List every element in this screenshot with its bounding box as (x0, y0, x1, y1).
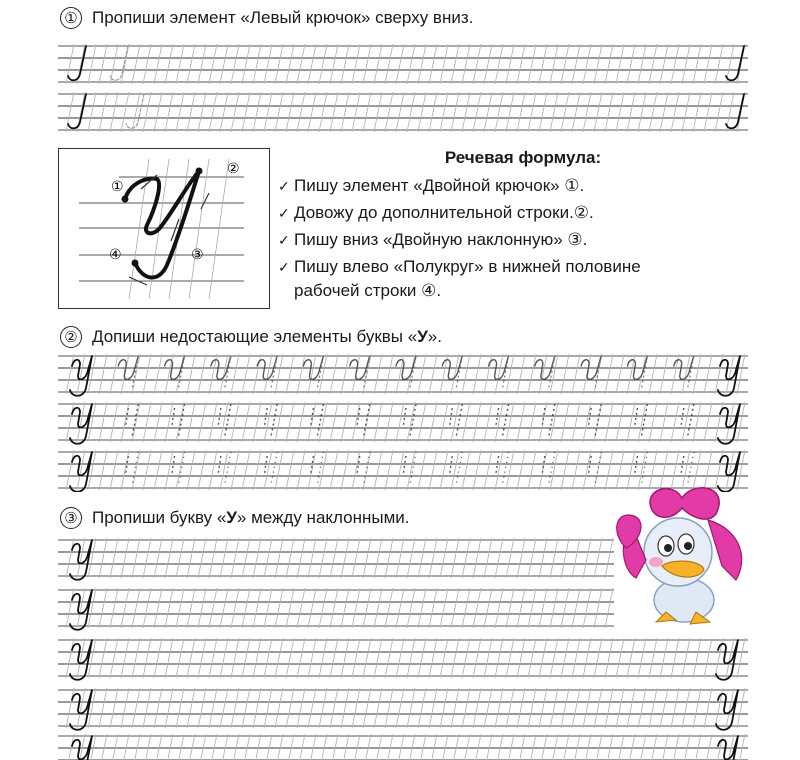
formula-item (278, 203, 698, 223)
letter-row (70, 404, 740, 444)
ruled-line-set (58, 44, 748, 84)
check-icon: ✓ (278, 178, 290, 194)
formula-item-text: Пишу влево «Полукруг» в нижней половине (294, 257, 641, 276)
ruled-line-set (58, 638, 748, 678)
hook-element (126, 94, 144, 128)
task-2-ruled-lines (58, 352, 748, 492)
marker-4: ④ (109, 247, 122, 263)
formula-item-text: Пишу элемент «Двойной крючок» ①. (294, 176, 585, 195)
task-number-3: ③ (60, 507, 82, 529)
marker-1: ① (111, 179, 124, 195)
formula-list (278, 176, 698, 301)
ruled-block-1 (58, 42, 748, 134)
ruled-line-set (58, 402, 748, 442)
marker-2: ② (227, 161, 240, 177)
speech-formula (278, 148, 698, 308)
task-2-text: Допиши недостающие элементы буквы «У». (92, 327, 442, 346)
letter-example-box (58, 148, 270, 309)
task-1-ruled-lines (58, 42, 748, 134)
formula-item-text: Довожу до дополнительной строки.②. (294, 203, 594, 222)
formula-item-text: Пишу вниз «Двойную наклонную» ③. (294, 230, 588, 249)
formula-title: Речевая формула: (444, 148, 602, 167)
ruled-line-set (58, 92, 748, 132)
marker-3: ③ (191, 247, 204, 263)
formula-item (278, 176, 698, 196)
check-icon: ✓ (278, 205, 290, 221)
formula-item (278, 257, 698, 277)
task-1-text: Пропиши элемент «Левый крючок» сверху вниз. (92, 8, 474, 27)
ruled-line-set (58, 734, 748, 760)
formula-item-text: рабочей строки ④. (294, 281, 442, 300)
formula-item-continuation (278, 281, 698, 301)
task-3-heading (60, 507, 410, 529)
letter-row (70, 356, 740, 396)
duck-illustration (612, 480, 752, 630)
task-number-1: ① (60, 7, 82, 29)
task-1-heading (60, 7, 473, 29)
check-icon: ✓ (278, 259, 290, 275)
task-number-2: ② (60, 326, 82, 348)
ruled-line-set (58, 538, 614, 578)
formula-item (278, 230, 698, 250)
ruled-line-set (58, 588, 614, 628)
letter-u-diagram (59, 149, 269, 308)
ruled-block-2 (58, 352, 748, 492)
ruled-line-set (58, 688, 748, 728)
task-3-text: Пропиши букву «У» между наклонными. (92, 508, 410, 527)
task-2-heading (60, 326, 442, 348)
check-icon: ✓ (278, 232, 290, 248)
